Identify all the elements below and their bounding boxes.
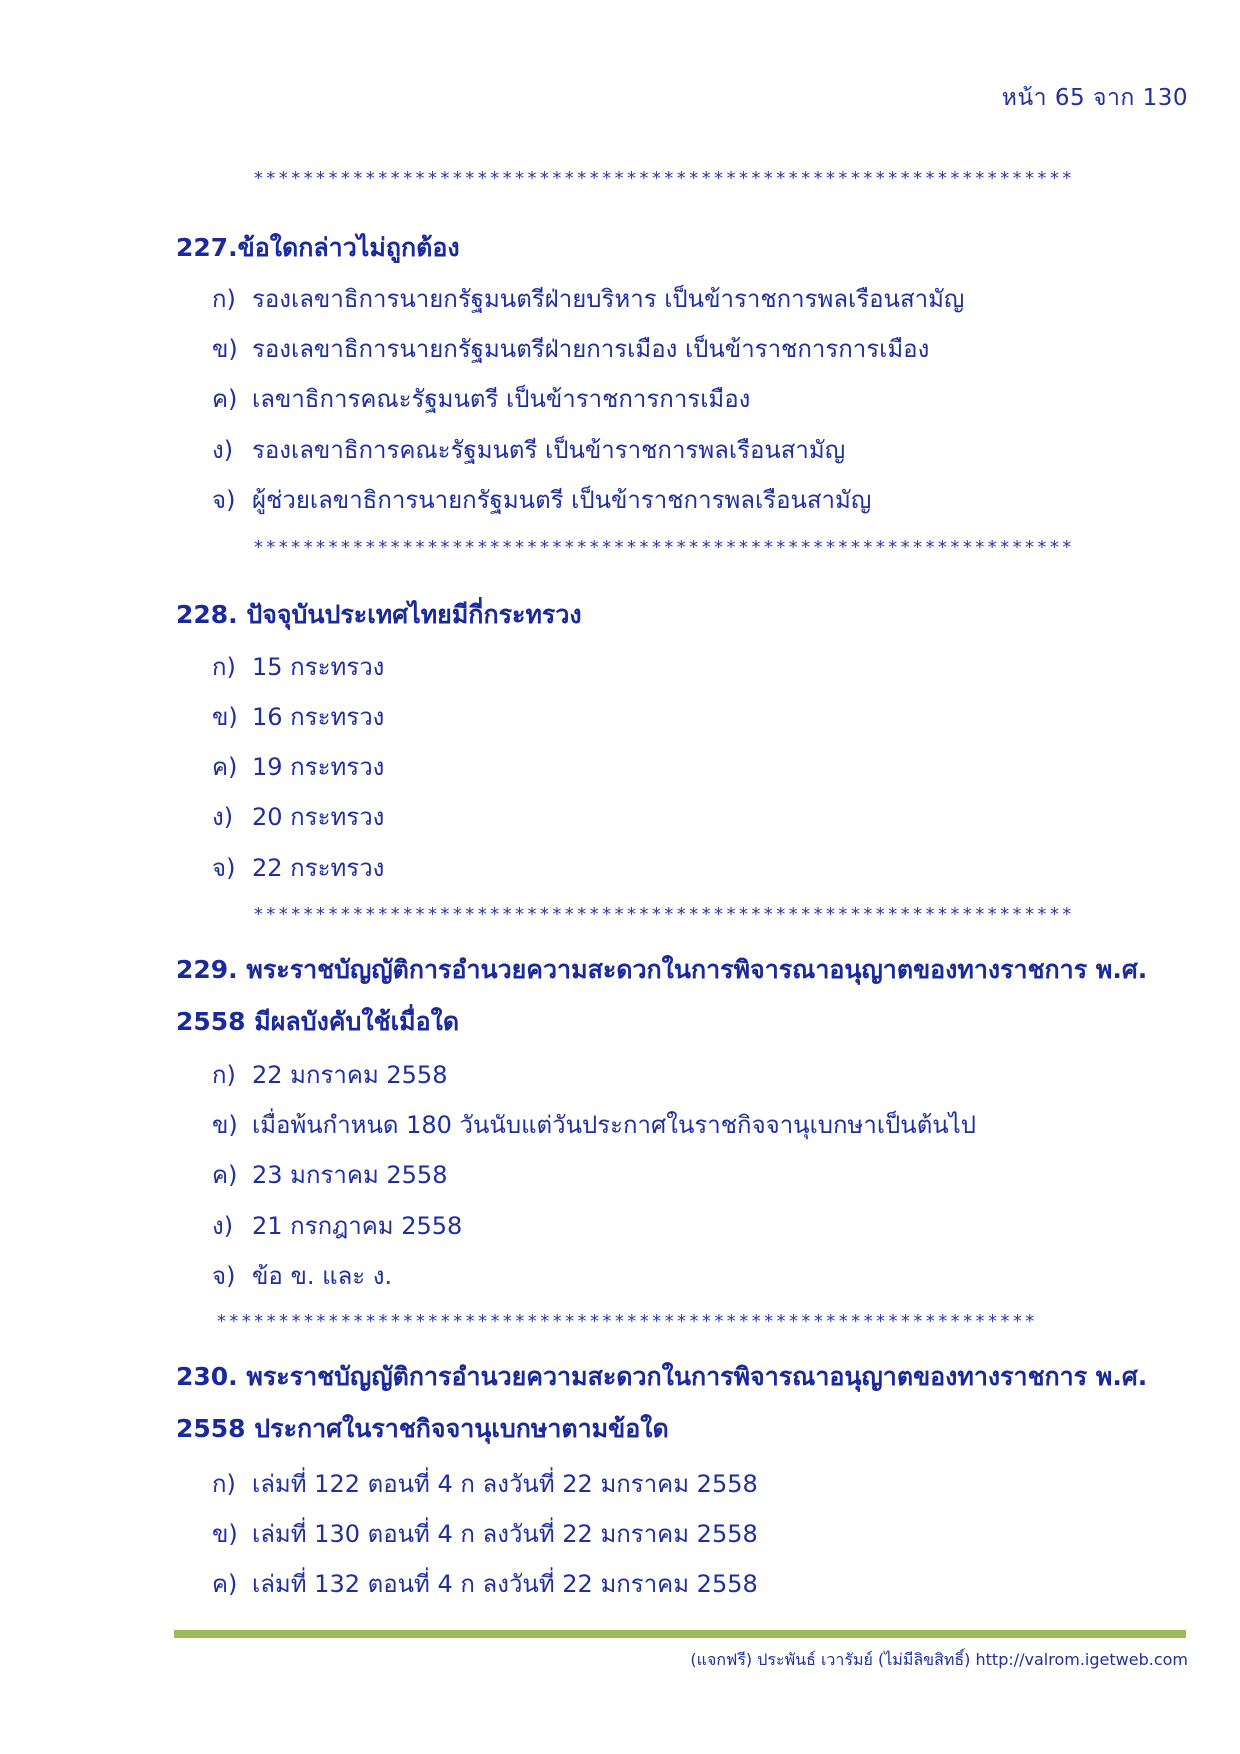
question-title: 227.ข้อใดกล่าวไม่ถูกต้อง [176, 233, 460, 262]
footer-credit: (แจกฟรี) ประพันธ์ เวารัมย์ (ไม่มีลิขสิทธิ์) http://valrom.igetweb.com [690, 1650, 1188, 1669]
option-item [212, 1158, 1172, 1192]
option-letter: ก) [212, 1061, 236, 1089]
option-item [212, 800, 1172, 834]
option-letter: ข) [212, 1520, 238, 1548]
option-item [212, 1058, 1172, 1092]
option-item [212, 332, 1172, 366]
separator-line: ****************************************************************** [216, 1311, 1037, 1332]
option-text: เล่มที่ 130 ตอนที่ 4 ก ลงวันที่ 22 มกราคม 2558 [252, 1520, 758, 1548]
option-item [212, 650, 1172, 684]
option-text: 20 กระทรวง [252, 803, 385, 831]
option-text: 19 กระทรวง [252, 753, 385, 781]
option-letter: ง) [212, 1212, 234, 1240]
option-item [212, 1259, 1172, 1293]
option-letter: ค) [212, 1161, 238, 1189]
option-letter: จ) [212, 1262, 236, 1290]
option-letter: ก) [212, 1470, 236, 1498]
option-item [212, 433, 1172, 467]
option-letter: ก) [212, 653, 236, 681]
option-text: 15 กระทรวง [252, 653, 385, 681]
option-text: ข้อ ข. และ ง. [252, 1262, 393, 1290]
option-letter: ค) [212, 753, 238, 781]
option-letter: ข) [212, 335, 238, 363]
option-letter: ก) [212, 285, 236, 313]
option-item [212, 1209, 1172, 1243]
page-number: หน้า 65 จาก 130 [1001, 85, 1188, 111]
question-title: 228. ปัจจุบันประเทศไทยมีกี่กระทรวง [176, 600, 582, 629]
separator-line: ****************************************************************** [253, 168, 1074, 189]
option-letter: ง) [212, 436, 234, 464]
separator-line: ****************************************************************** [253, 537, 1074, 558]
option-text: เล่มที่ 132 ตอนที่ 4 ก ลงวันที่ 22 มกราคม 2558 [252, 1570, 758, 1598]
option-text: 22 กระทรวง [252, 854, 385, 882]
option-letter: ง) [212, 803, 234, 831]
footer-divider [174, 1630, 1186, 1638]
question-title: 230. พระราชบัญญัติการอำนวยความสะดวกในการพิจารณาอนุญาตของทางราชการ พ.ศ. 2558 ประกาศในราชกิจจานุเบกษาตามข้อใด [176, 1362, 1148, 1443]
option-text: 23 มกราคม 2558 [252, 1161, 448, 1189]
option-text: เล่มที่ 122 ตอนที่ 4 ก ลงวันที่ 22 มกราคม 2558 [252, 1470, 758, 1498]
option-letter: จ) [212, 486, 236, 514]
option-item [212, 851, 1172, 885]
option-text: เมื่อพ้นกำหนด 180 วันนับแต่วันประกาศในราชกิจจานุเบกษาเป็นต้นไป [252, 1111, 976, 1139]
option-text: รองเลขาธิการนายกรัฐมนตรีฝ่ายการเมือง เป็นข้าราชการการเมือง [252, 335, 930, 363]
option-letter: ข) [212, 703, 238, 731]
option-text: 22 มกราคม 2558 [252, 1061, 448, 1089]
option-text: 21 กรกฎาคม 2558 [252, 1212, 463, 1240]
question-title: 229. พระราชบัญญัติการอำนวยความสะดวกในการพิจารณาอนุญาตของทางราชการ พ.ศ. 2558 มีผลบังคับใช้เมื่อใด [176, 955, 1148, 1036]
option-item [212, 483, 1172, 517]
option-text: 16 กระทรวง [252, 703, 385, 731]
option-item [212, 700, 1172, 734]
option-text: รองเลขาธิการนายกรัฐมนตรีฝ่ายบริหาร เป็นข้าราชการพลเรือนสามัญ [252, 285, 965, 313]
option-item [212, 750, 1172, 784]
option-item [212, 1517, 1172, 1551]
option-letter: ข) [212, 1111, 238, 1139]
separator-line: ****************************************************************** [253, 904, 1074, 925]
option-item [212, 382, 1172, 416]
option-item [212, 1567, 1172, 1601]
option-item [212, 282, 1172, 316]
option-text: รองเลขาธิการคณะรัฐมนตรี เป็นข้าราชการพลเรือนสามัญ [252, 436, 846, 464]
option-item [212, 1108, 1172, 1142]
option-letter: ค) [212, 385, 238, 413]
option-text: เลขาธิการคณะรัฐมนตรี เป็นข้าราชการการเมือง [252, 385, 751, 413]
option-text: ผู้ช่วยเลขาธิการนายกรัฐมนตรี เป็นข้าราชการพลเรือนสามัญ [252, 486, 872, 514]
option-letter: จ) [212, 854, 236, 882]
option-letter: ค) [212, 1570, 238, 1598]
option-item [212, 1467, 1172, 1501]
